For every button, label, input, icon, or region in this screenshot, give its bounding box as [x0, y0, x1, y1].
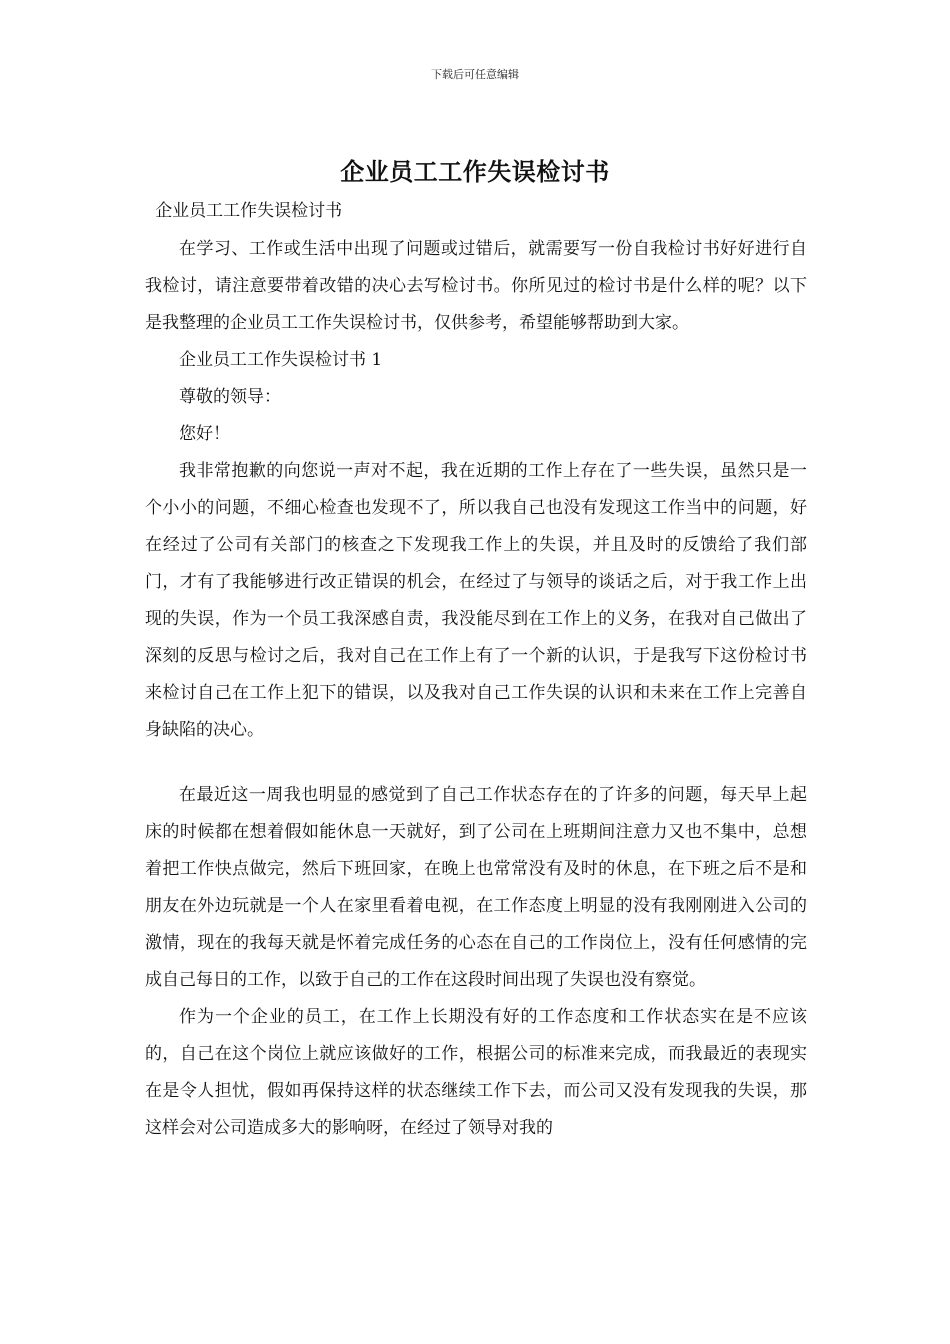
section-heading: 企业员工工作失误检讨书 1	[179, 350, 383, 370]
body-paragraph-2: 在最近这一周我也明显的感觉到了自己工作状态存在的了许多的问题，每天早上起床的时候都在想着假如能休息一天就好，到了公司在上班期间注意力又也不集中，总想着把工作快点做完，然后下班回家，在晚上也常常没有及时的休息，在下班之后不是和朋友在外边玩就是一个人在家里看着电视，在工作态度上明显的没有我刚刚进入公司的激情，现在的我每天就是怀着完成任务的心态在自己的工作岗位上，没有任何感情的完成自己每日的工作，以致于自己的工作在这段时间出现了失误也没有察觉。	[145, 785, 807, 990]
document-title: 企业员工工作失误检讨书	[340, 157, 610, 186]
greeting: 您好！	[179, 424, 230, 444]
body-paragraph-3: 作为一个企业的员工，在工作上长期没有好的工作态度和工作状态实在是不应该的，自己在这个岗位上就应该做好的工作，根据公司的标准来完成，而我最近的表现实在是令人担忧，假如再保持这样的状态继续工作下去，而公司又没有发现我的失误，那这样会对公司造成多大的影响呀，在经过了领导对我的	[145, 1007, 807, 1138]
page-header-note: 下载后可任意编辑	[431, 68, 519, 81]
intro-paragraph: 在学习、工作或生活中出现了问题或过错后，就需要写一份自我检讨书好好进行自我检讨，请注意要带着改错的决心去写检讨书。你所见过的检讨书是什么样的呢？以下是我整理的企业员工工作失误检讨书，仅供参考，希望能够帮助到大家。	[145, 239, 807, 333]
salutation: 尊敬的领导：	[179, 387, 281, 407]
document-subtitle: 企业员工工作失误检讨书	[155, 201, 343, 221]
body-paragraph-1: 我非常抱歉的向您说一声对不起，我在近期的工作上存在了一些失误，虽然只是一个小小的问题，不细心检查也发现不了，所以我自己也没有发现这工作当中的问题，好在经过了公司有关部门的核查之下发现我工作上的失误，并且及时的反馈给了我们部门，才有了我能够进行改正错误的机会，在经过了与领导的谈话之后，对于我工作上出现的失误，作为一个员工我深感自责，我没能尽到在工作上的义务，在我对自己做出了深刻的反思与检讨之后，我对自己在工作上有了一个新的认识，于是我写下这份检讨书来检讨自己在工作上犯下的错误，以及我对自己工作失误的认识和未来在工作上完善自身缺陷的决心。	[145, 461, 807, 740]
document-body	[145, 197, 807, 1147]
